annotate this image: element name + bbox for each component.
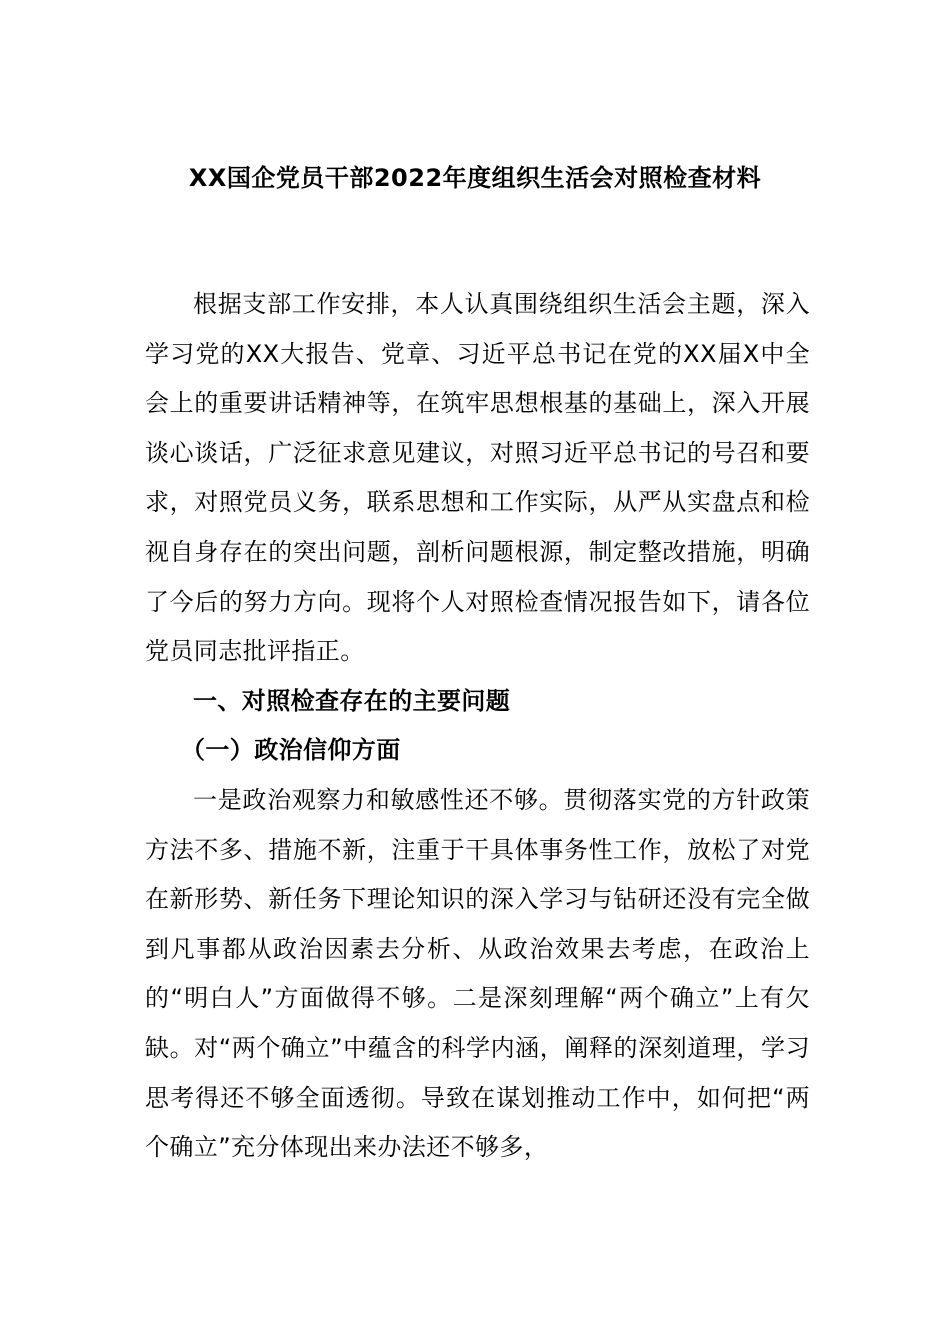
intro-paragraph: 根据支部工作安排，本人认真围绕组织生活会主题，深入学习党的XX大报告、党章、习近平总书记在党的XX届X中全会上的重要讲话精神等，在筑牢思想根基的基础上，深入开展谈心谈话，广泛征求意见建议，对照习近平总书记的号召和要求，对照党员义务，联系思想和工作实际，从严从实盘点和检视自身存在的突出问题，剖析问题根源，制定整改措施，明确了今后的努力方向。现将个人对照检查情况报告如下，请各位党员同志批评指正。 [145,290,810,666]
subsection-heading: （一）政治信仰方面 [181,736,401,765]
document-title: XX国企党员干部2022年度组织生活会对照检查材料 [188,164,762,192]
document-body [145,280,810,1173]
section-heading: 一、对照检查存在的主要问题 [193,686,511,715]
body-paragraph: 一是政治观察力和敏感性还不够。贯彻落实党的方针政策方法不多、措施不新，注重于干具体事务性工作，放松了对党在新形势、新任务下理论知识的深入学习与钻研还没有完全做到凡事都从政治因素去分析、从政治效果去考虑，在政治上的“明白人”方面做得不够。二是深刻理解“两个确立”上有欠缺。对“两个确立”中蕴含的科学内涵，阐释的深刻道理，学习思考得还不够全面透彻。导致在谋划推动工作中，如何把“两个确立”充分体现出来办法还不够多， [145,785,810,1162]
